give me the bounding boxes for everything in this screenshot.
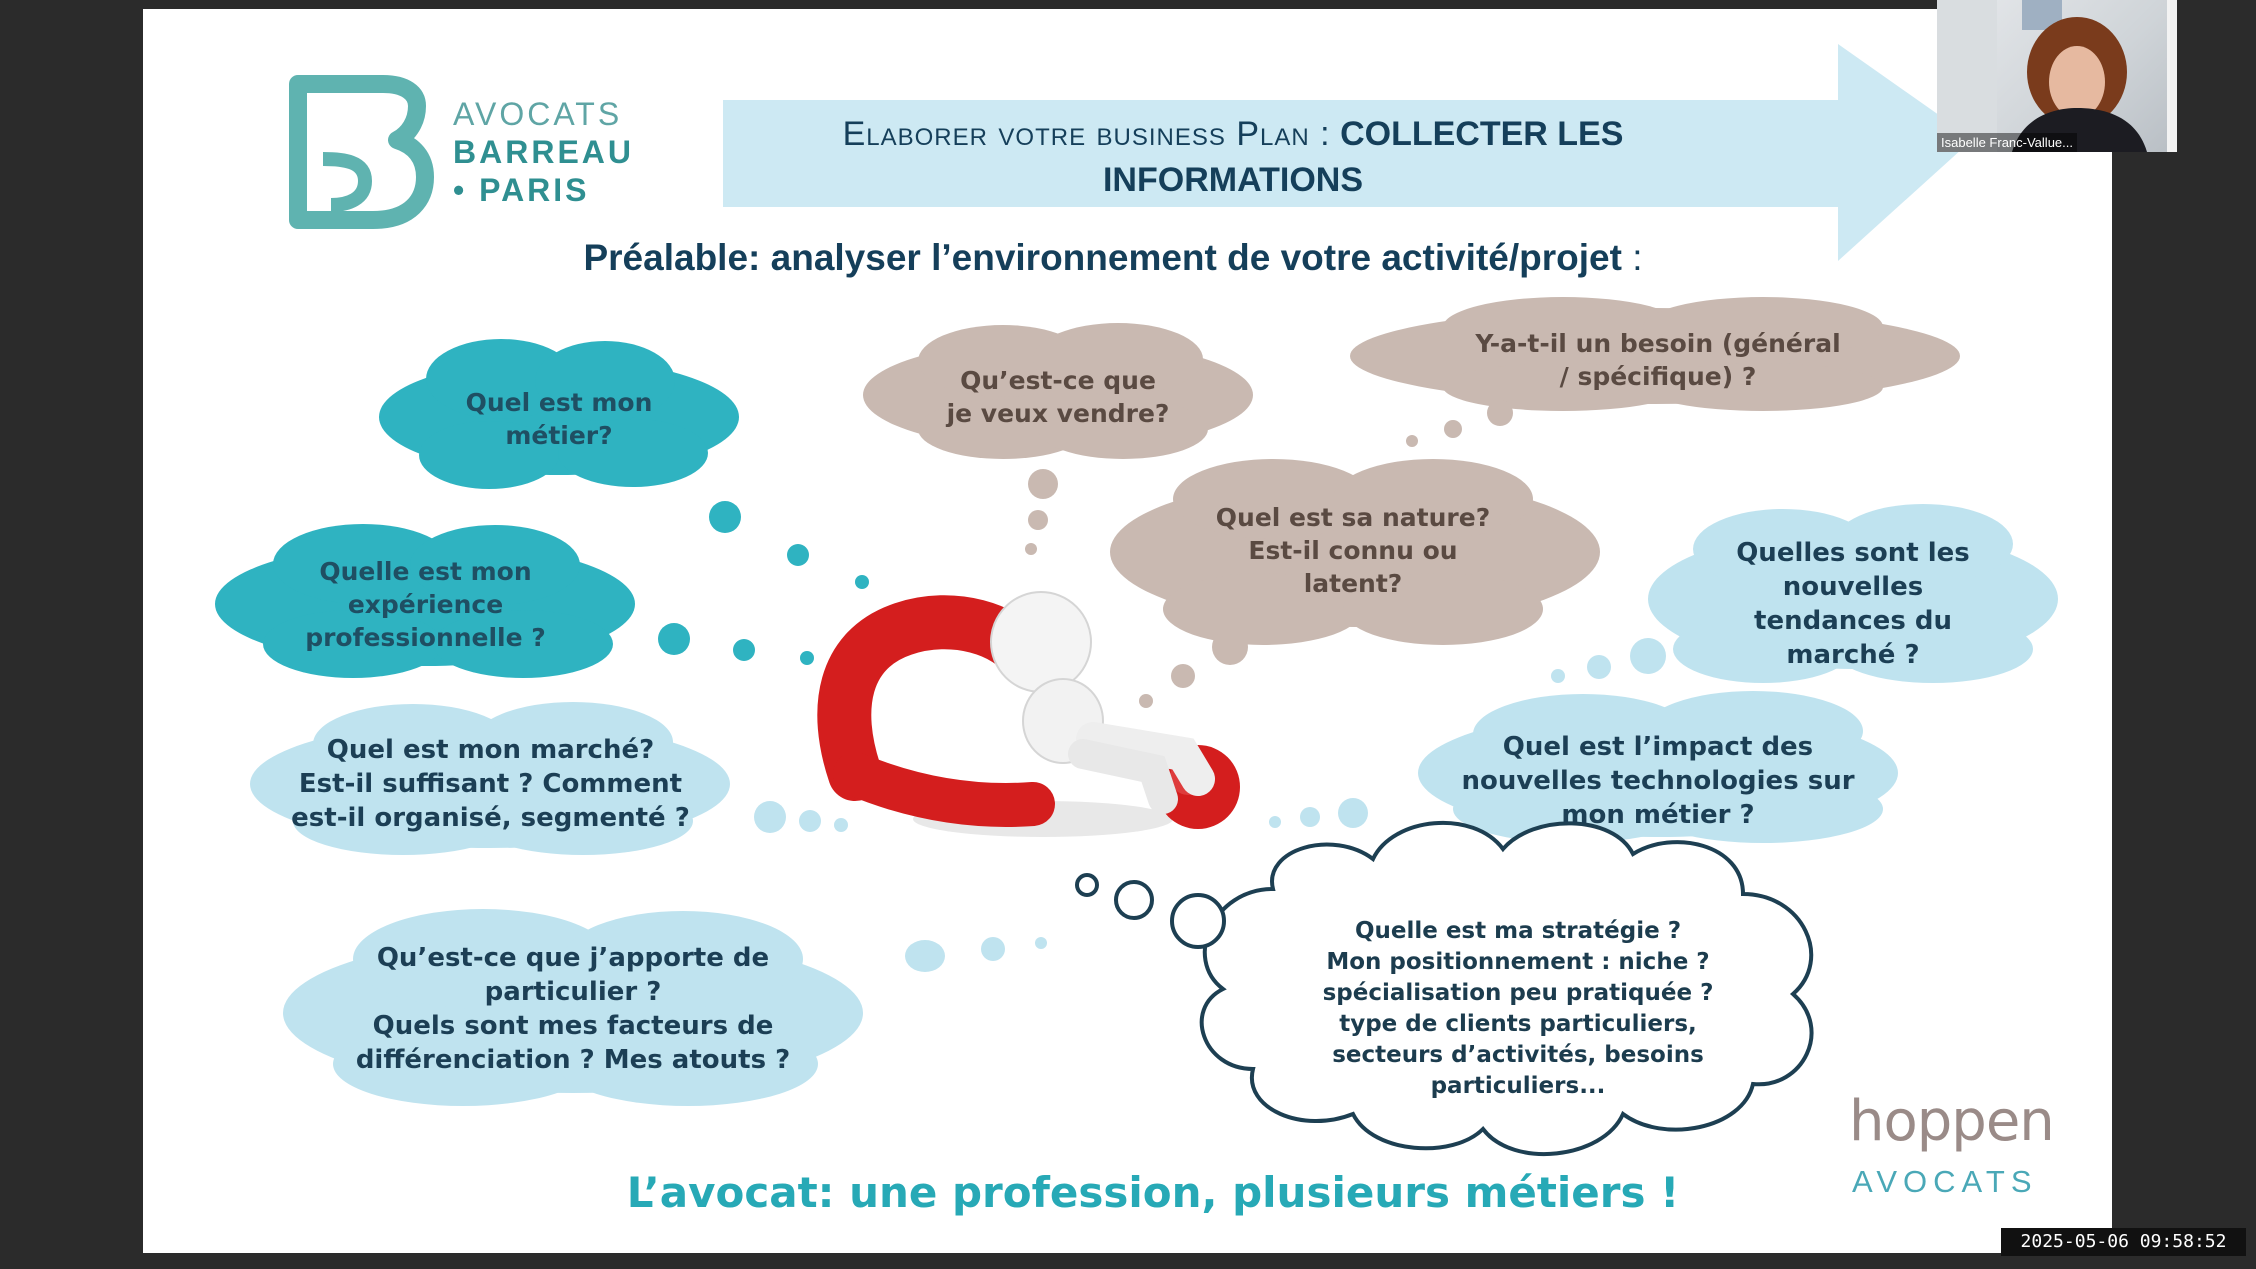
window-top-bar [0,0,1937,9]
slide-footer: L’avocat: une profession, plusieurs métiers ! [626,1168,1680,1217]
logo-line-barreau: BARREAU [453,134,634,170]
hoppen-logo-sub: AVOCATS [1852,1164,2038,1199]
webcam-video[interactable] [1937,0,2177,152]
bubble-technologies-text: Quel est l’impact des nouvelles technologies sur mon métier ? [1461,732,1855,830]
bubble-vendre-text: Qu’est-ce que je veux vendre? [946,365,1170,428]
bubble-strategie-text: Quelle est ma stratégie ? Mon positionnement : niche ? spécialisation peu pratiquée ? type de clients particuliers, secteurs d’activités, besoins particuliers... [1322,918,1714,1099]
presentation-slide [143,9,2112,1253]
logo-line-avocats: AVOCATS [453,96,623,132]
barreau-paris-logo-icon [298,84,425,220]
slide-subtitle [343,237,1883,279]
participant-name: Isabelle Franc-Vallue... [1937,133,2077,152]
recording-timestamp: 2025-05-06 09:58:52 [2001,1228,2246,1256]
bubble-marche-text: Quel est mon marché? Est-il suffisant ? Comment est-il organisé, segmenté ? [291,735,690,833]
bubble-experience-text: Quelle est mon expérience professionnelle ? [305,556,546,652]
title-part-1: Elaborer votre business Plan : [842,115,1331,153]
logo-line-paris: • PARIS [453,172,590,208]
bubble-metier-text: Quel est mon métier? [465,388,653,450]
subtitle-text: Préalable: analyser l’environnement de votre activité/projet [583,237,1622,278]
bubble-apport-text: Qu’est-ce que j’apporte de particulier ? Quels sont mes facteurs de différenciation ? Mes atouts ? [355,943,791,1075]
slide-title [733,111,1733,203]
bubble-besoin-text: Y-a-t-il un besoin (général / spécifique) ? [1475,329,1841,391]
bubble-nature-text: Quel est sa nature? Est-il connu ou latent? [1215,502,1491,598]
subtitle-colon: : [1621,237,1643,278]
bubble-tendances-text: Quelles sont les nouvelles tendances du marché ? [1736,538,1970,670]
hoppen-logo-word: hoppen [1849,1089,2054,1154]
participant-avatar-icon [1937,0,2177,152]
title-part-2: COLLECTER LES INFORMATIONS [1102,115,1624,199]
